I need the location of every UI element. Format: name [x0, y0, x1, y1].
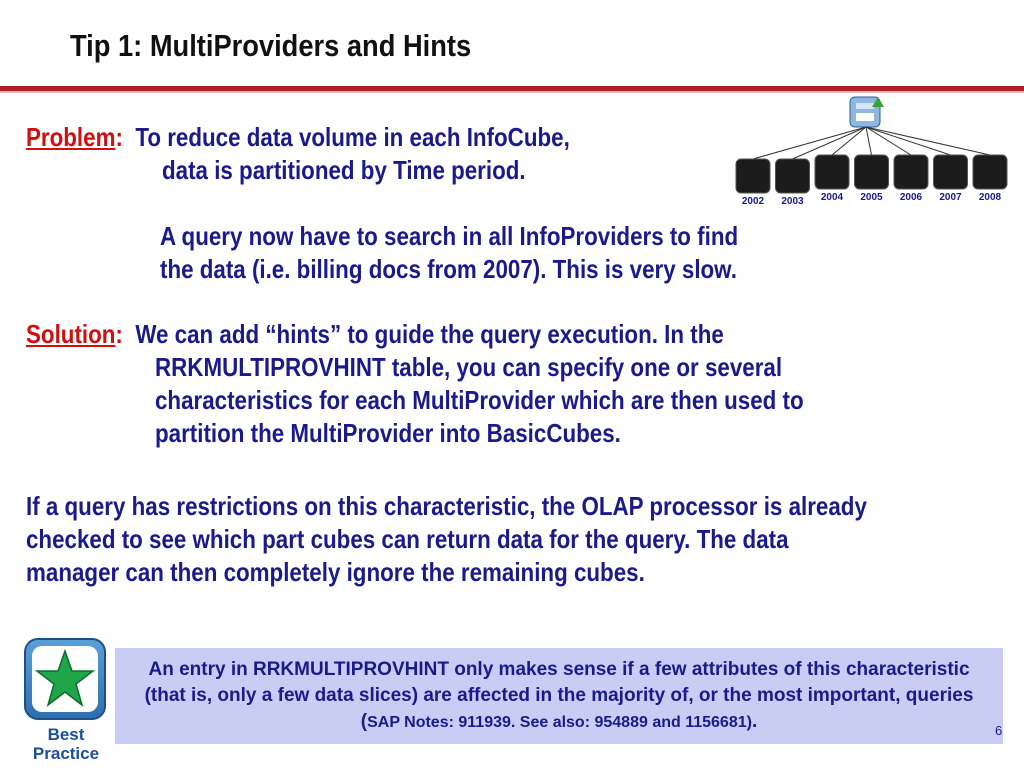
slide-title: Tip 1: MultiProviders and Hints: [70, 28, 472, 63]
connector-line: [832, 127, 866, 155]
problem-line-4: the data (i.e. billing docs from 2007). This is very slow.: [160, 254, 737, 284]
infocube-year-label: 2007: [939, 192, 962, 203]
solution-line-3: characteristics for each MultiProvider which are then used to: [155, 385, 804, 415]
slide-number: 6: [995, 723, 1003, 738]
note-box: [115, 648, 1003, 744]
solution-line-4: partition the MultiProvider into BasicCubes.: [155, 418, 621, 448]
solution-line-2: RRKMULTIPROVHINT table, you can specify one or several: [155, 352, 783, 382]
solution-text-1: We can add “hints” to guide the query execution. In the: [135, 319, 724, 349]
connector-line: [866, 127, 911, 155]
solution-line-1: Solution: We can add “hints” to guide the query execution. In the: [26, 319, 724, 349]
infocube-group: [736, 155, 1007, 207]
infocube-icon: [855, 155, 889, 189]
problem-text-1: To reduce data volume in each InfoCube,: [135, 122, 570, 152]
solution-label: Solution: [26, 319, 116, 349]
star-icon: [32, 646, 98, 712]
multiprovider-diagram: [730, 95, 1020, 215]
paragraph-line-2: checked to see which part cubes can return data for the query. The data: [26, 524, 789, 554]
note-references: SAP Notes: 911939. See also: 954889 and 1156681): [367, 714, 752, 731]
infocube-icon: [973, 155, 1007, 189]
problem-label: Problem: [26, 122, 116, 152]
infocube-icon: [934, 155, 968, 189]
connector-line: [866, 127, 990, 155]
infocube-year-label: 2002: [741, 196, 765, 207]
paragraph-line-3: manager can then completely ignore the remaining cubes.: [26, 557, 645, 587]
infocube-year-label: 2004: [820, 192, 844, 203]
multiprovider-icon: [850, 97, 884, 127]
paragraph-line-1: If a query has restrictions on this characteristic, the OLAP processor is already: [26, 491, 867, 521]
infocube-icon: [894, 155, 928, 189]
best-practice-label: Best Practice: [32, 725, 100, 763]
connector-line: [753, 127, 866, 159]
infocube-year-label: 2003: [781, 196, 804, 207]
note-main: An entry in RRKMULTIPROVHINT only makes sense if a few attributes of this characteristic (that is, only a few data slices) are affected in the majority of, or the most important, queries (: [144, 659, 974, 732]
infocube-icon: [736, 159, 770, 193]
note-end: .: [751, 711, 758, 732]
infocube-icon: [776, 159, 810, 193]
connector-line: [866, 127, 951, 155]
infocube-year-label: 2008: [978, 192, 1002, 203]
connector-lines: [753, 127, 990, 159]
connector-line: [793, 127, 867, 159]
infocube-year-label: 2006: [899, 192, 923, 203]
infocube-year-label: 2005: [860, 192, 883, 203]
best-practice-badge: [24, 638, 106, 720]
infocube-icon: [815, 155, 849, 189]
problem-line-1: Problem: To reduce data volume in each InfoCube,: [26, 122, 570, 152]
problem-line-3: A query now have to search in all InfoProviders to find: [160, 221, 739, 251]
connector-line: [866, 127, 872, 155]
problem-line-2: data is partitioned by Time period.: [162, 155, 526, 185]
title-divider-shadow: [0, 91, 1024, 93]
